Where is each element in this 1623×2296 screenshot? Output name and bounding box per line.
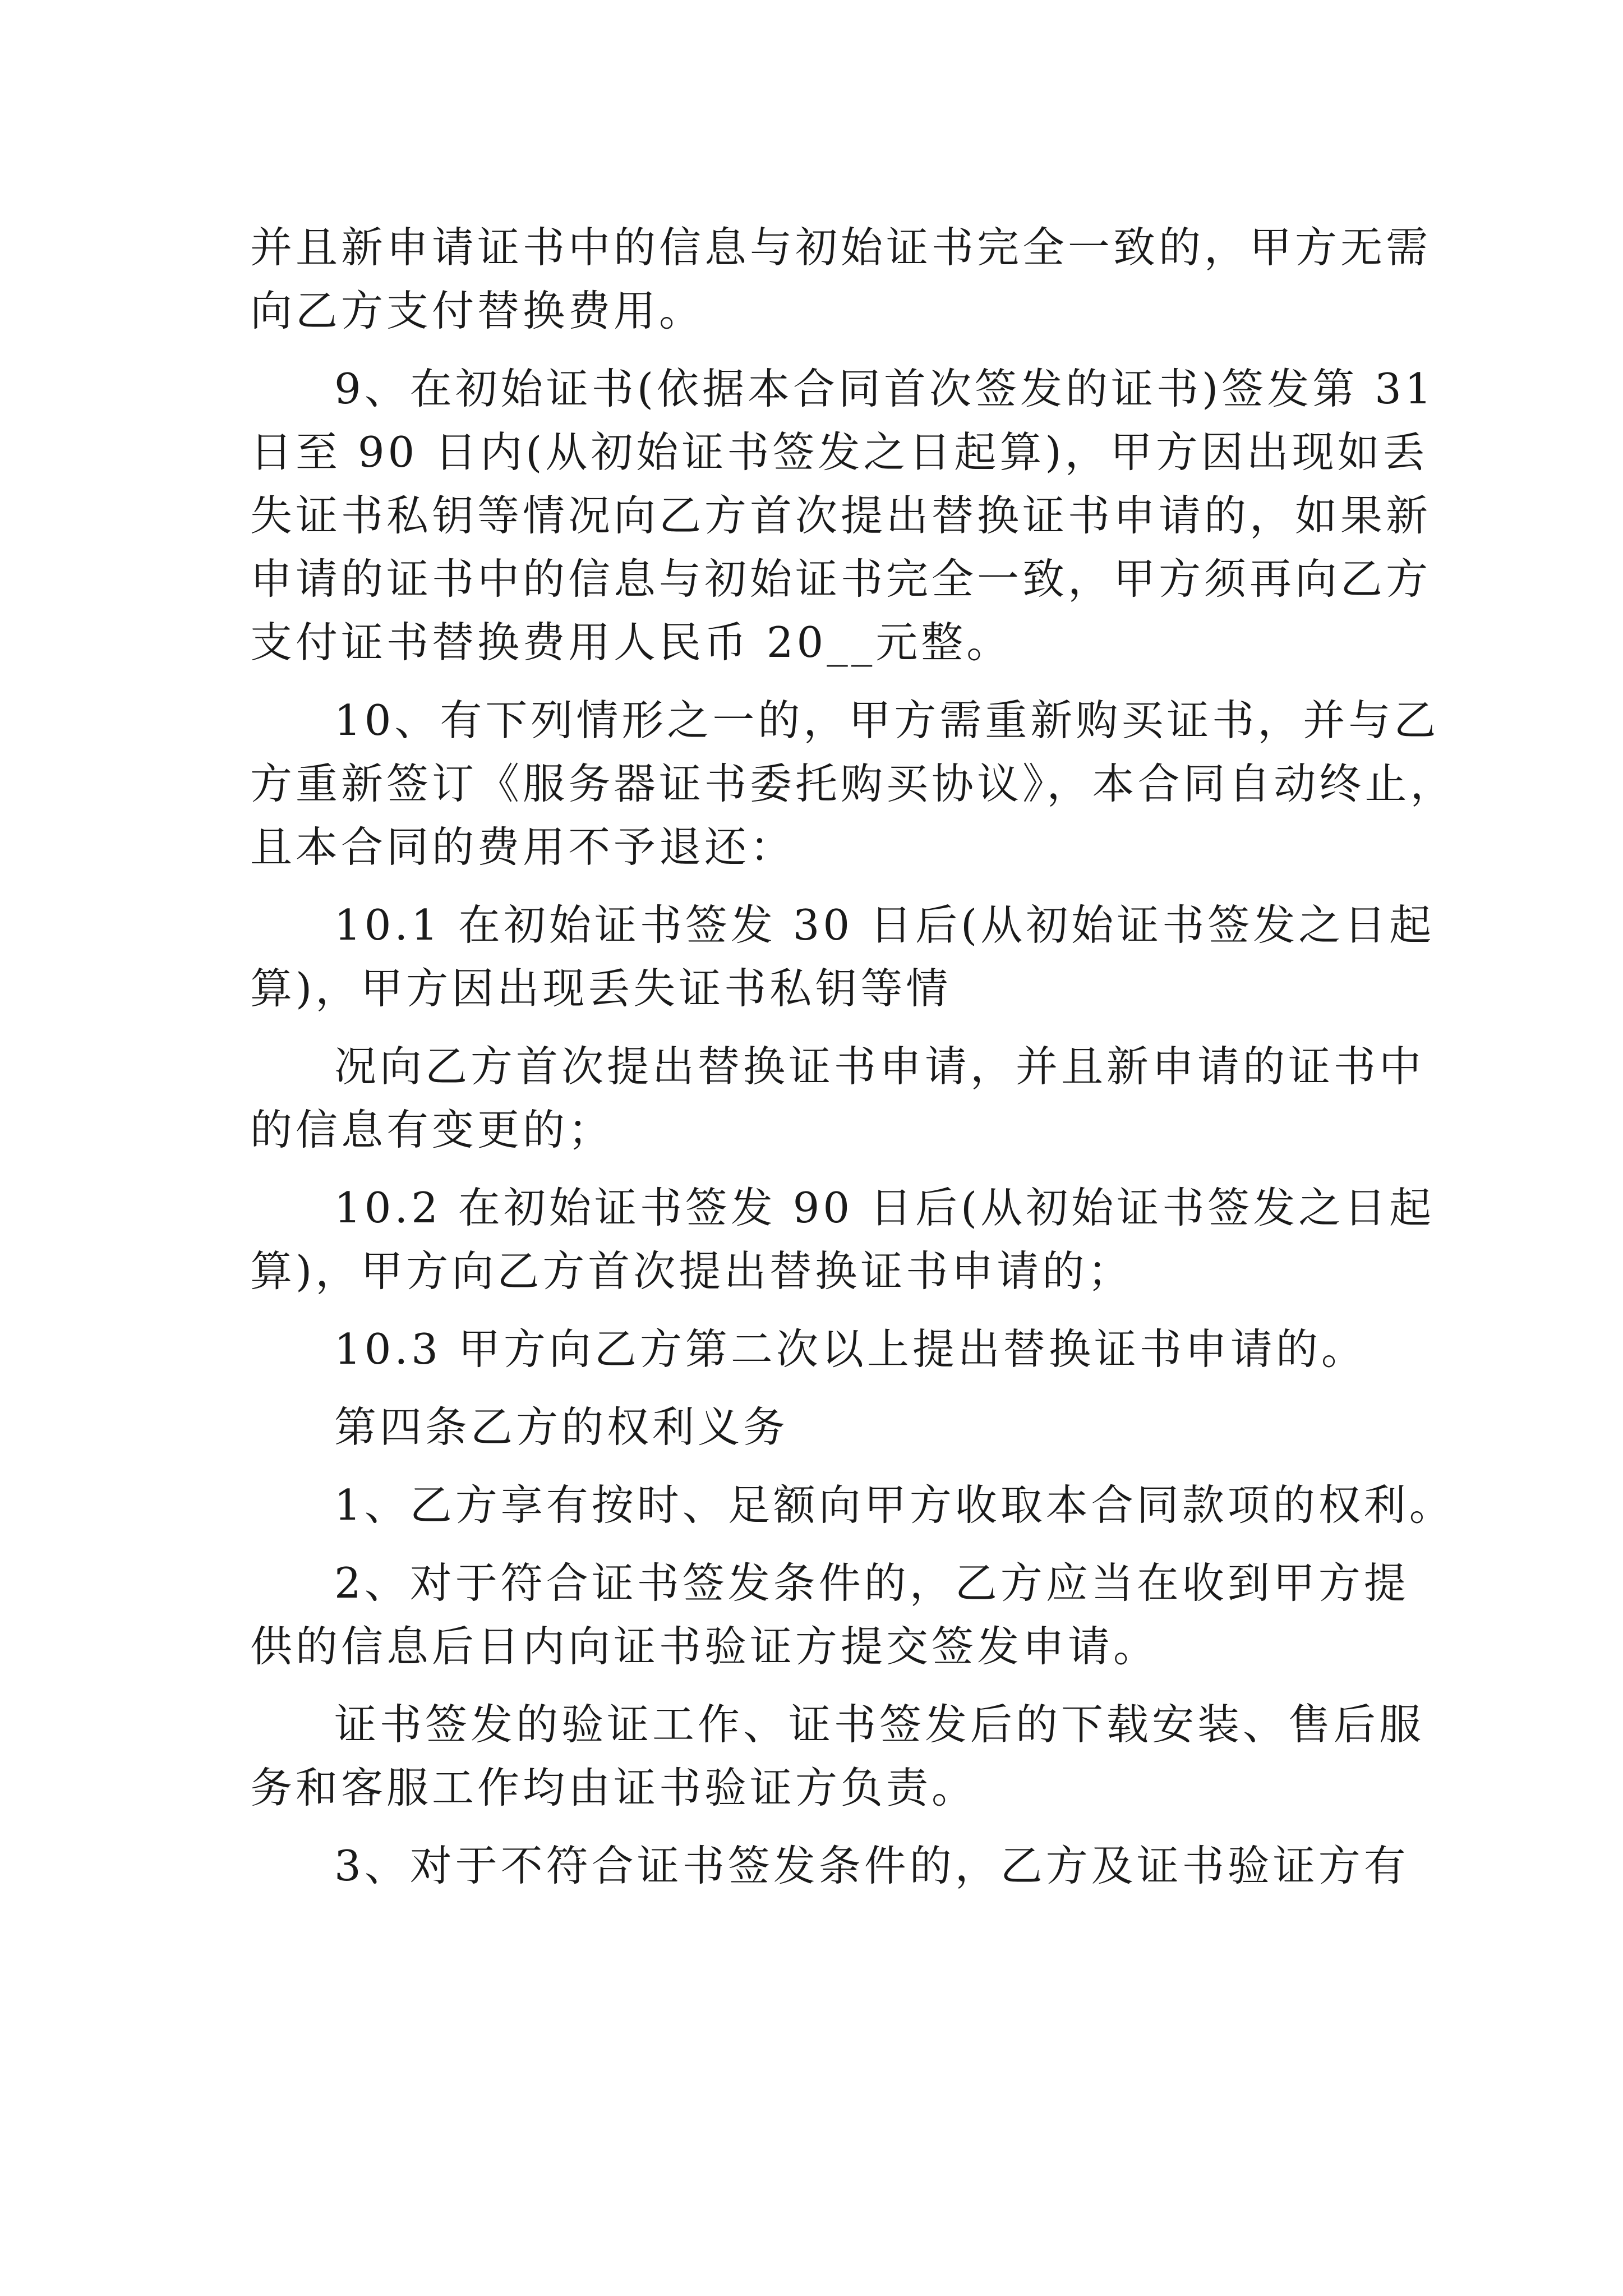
text-line: 10.3 甲方向乙方第二次以上提出替换证书申请的。	[334, 1324, 1367, 1374]
paragraph-clause-10-1-cont	[250, 1035, 1425, 1162]
text-line: 供的信息后日内向证书验证方提交签发申请。	[250, 1622, 1159, 1671]
text-line: 2、对于符合证书签发条件的，乙方应当在收到甲方提	[334, 1558, 1409, 1608]
text-line: 1、乙方享有按时、足额向甲方收取本合同款项的权利。	[334, 1480, 1455, 1530]
paragraph-party-b-item-2	[250, 1552, 1409, 1678]
text-line: 申请的证书中的信息与初始证书完全一致，甲方须再向乙方	[250, 554, 1432, 604]
paragraph-clause-10-3	[250, 1318, 1377, 1381]
text-line: 第四条乙方的权利义务	[334, 1402, 789, 1452]
text-line: 10、有下列情形之一的，甲方需重新购买证书，并与乙	[334, 696, 1440, 745]
document-body	[250, 216, 1456, 1898]
paragraph-clause-10	[250, 689, 1456, 879]
text-line: 3、对于不符合证书签发条件的，乙方及证书验证方有	[334, 1841, 1409, 1890]
text-line: 且本合同的费用不予退还：	[250, 822, 796, 872]
text-line: 算)，甲方因出现丢失证书私钥等情	[250, 964, 952, 1013]
paragraph-party-b-item-3	[250, 1834, 1409, 1898]
text-line: 10.1 在初始证书签发 30 日后(从初始证书签发之日起	[334, 900, 1435, 950]
text-line: 支付证书替换费用人民币 20__元整。	[250, 618, 1012, 667]
text-line: 失证书私钥等情况向乙方首次提出替换证书申请的，如果新	[250, 491, 1432, 540]
paragraph-clause-10-2	[250, 1176, 1435, 1303]
text-line: 证书签发的验证工作、证书签发后的下载安装、售后服	[334, 1700, 1425, 1749]
text-line: 务和客服工作均由证书验证方负责。	[250, 1763, 978, 1812]
text-line: 况向乙方首次提出替换证书申请，并且新申请的证书中	[334, 1042, 1425, 1091]
paragraph-party-b-item-1	[250, 1474, 1455, 1537]
text-line: 的信息有变更的；	[250, 1105, 614, 1154]
paragraph-verification-duties	[250, 1693, 1425, 1820]
text-line: 9、在初始证书(依据本合同首次签发的证书)签发第 31	[334, 364, 1435, 413]
paragraph-clause-9	[250, 357, 1435, 674]
section-heading-article-4	[250, 1396, 1377, 1459]
paragraph-clause-10-1	[250, 894, 1435, 1020]
text-line: 方重新签订《服务器证书委托购买协议》，本合同自动终止，	[250, 759, 1456, 808]
text-line: 算)，甲方向乙方首次提出替换证书申请的；	[250, 1246, 1133, 1296]
text-line: 并且新申请证书中的信息与初始证书完全一致的，甲方无需	[250, 223, 1432, 272]
text-line: 向乙方支付替换费用。	[250, 286, 705, 335]
text-line: 10.2 在初始证书签发 90 日后(从初始证书签发之日起	[334, 1183, 1435, 1232]
paragraph-replacement-fee-free	[250, 216, 1432, 343]
text-line: 日至 90 日内(从初始证书签发之日起算)，甲方因出现如丢	[250, 427, 1428, 477]
